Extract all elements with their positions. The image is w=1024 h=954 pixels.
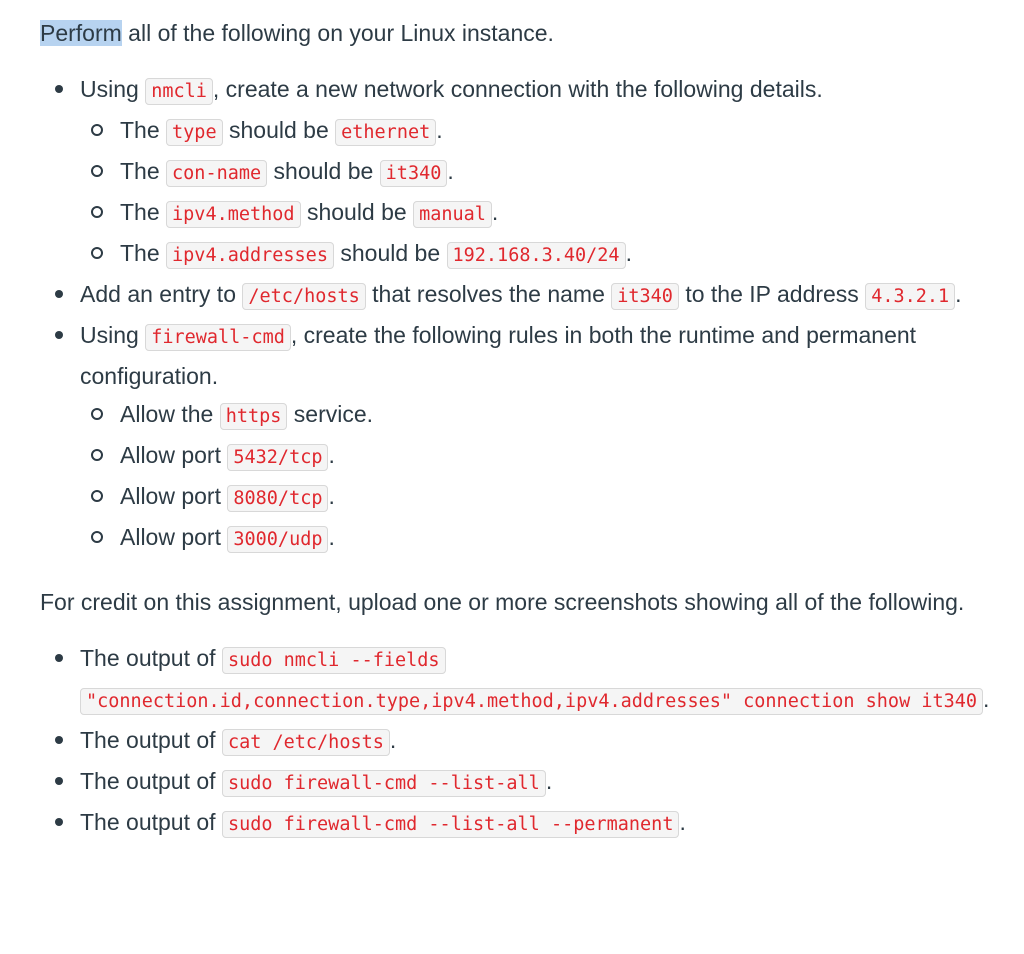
task-list [40, 70, 1010, 559]
code-inline: 4.3.2.1 [865, 283, 955, 310]
text: . [679, 809, 686, 835]
output-list [40, 639, 1010, 844]
output-item [40, 639, 1010, 721]
text: should be [300, 199, 414, 225]
subtask-item [80, 193, 1010, 234]
subtask-item [80, 395, 1010, 436]
code-inline: manual [413, 201, 492, 228]
task-item-hosts [40, 275, 1010, 316]
code-inline: ethernet [335, 119, 436, 146]
code-inline: cat /etc/hosts [222, 729, 390, 756]
text: . [983, 686, 990, 712]
text: The output of [80, 809, 222, 835]
intro-text: all of the following on your Linux instance. [121, 20, 554, 46]
output-item [40, 762, 1010, 803]
text: The output of [80, 645, 222, 671]
text: Allow the [120, 401, 220, 427]
code-inline: 5432/tcp [227, 444, 328, 471]
text: to the IP address [678, 281, 866, 307]
text: Allow port [120, 442, 228, 468]
code-inline: https [220, 403, 288, 430]
text: The output of [80, 727, 222, 753]
text: The [120, 240, 167, 266]
text: . [389, 727, 397, 753]
code-nmcli: nmcli [145, 78, 213, 105]
text: The [120, 117, 167, 143]
text: that resolves the name [365, 281, 612, 307]
text: The [120, 158, 167, 184]
text: Using [80, 322, 146, 348]
text: , create a new network connection with the following details. [212, 76, 823, 102]
intro-paragraph [40, 14, 1010, 52]
code-inline: 192.168.3.40/24 [447, 242, 626, 269]
text: Allow port [120, 524, 228, 550]
text: . [436, 117, 443, 143]
code-inline: type [166, 119, 223, 146]
output-item [40, 803, 1010, 844]
subtask-list [80, 395, 1010, 559]
code-inline: 8080/tcp [227, 485, 328, 512]
output-item [40, 721, 1010, 762]
text: . [447, 158, 454, 184]
code-inline: it340 [611, 283, 679, 310]
text: The [120, 199, 167, 225]
text: Add an entry to [80, 281, 243, 307]
text: Using [80, 76, 146, 102]
task-item-nmcli [40, 70, 1010, 275]
code-inline: sudo firewall-cmd --list-all --permanent [222, 811, 680, 838]
text: . [328, 483, 335, 509]
code-inline: it340 [380, 160, 448, 187]
assignment-content [40, 14, 1010, 844]
text: . [545, 768, 553, 794]
selected-text: Perform [40, 20, 122, 46]
text: The output of [80, 768, 222, 794]
code-nmcli-fields: sudo nmcli --fields "connection.id,connection.type,ipv4.method,ipv4.addresses" connection show it340 [80, 647, 983, 715]
code-inline: sudo firewall-cmd --list-all [222, 770, 546, 797]
text: , create the following rules in both the runtime and permanent configuration. [80, 322, 917, 389]
text: . [625, 240, 632, 266]
text: service. [287, 401, 374, 427]
subtask-item [80, 436, 1010, 477]
credit-paragraph: For credit on this assignment, upload one or more screenshots showing all of the following. [40, 589, 965, 615]
subtask-item [80, 234, 1010, 275]
text: . [328, 442, 335, 468]
text: should be [333, 240, 447, 266]
code-inline: ipv4.addresses [166, 242, 334, 269]
subtask-item [80, 518, 1010, 559]
text: . [491, 199, 499, 225]
subtask-item [80, 477, 1010, 518]
text: Allow port [120, 483, 228, 509]
code-inline: ipv4.method [166, 201, 301, 228]
code-inline: 3000/udp [227, 526, 328, 553]
text: should be [222, 117, 336, 143]
code-inline: /etc/hosts [242, 283, 365, 310]
subtask-item [80, 152, 1010, 193]
task-item-firewall [40, 316, 1010, 559]
subtask-item [80, 111, 1010, 152]
text: . [328, 524, 335, 550]
subtask-list [80, 111, 1010, 275]
code-firewall-cmd: firewall-cmd [145, 324, 291, 351]
code-inline: con-name [166, 160, 267, 187]
text: should be [267, 158, 380, 184]
text: . [955, 281, 962, 307]
